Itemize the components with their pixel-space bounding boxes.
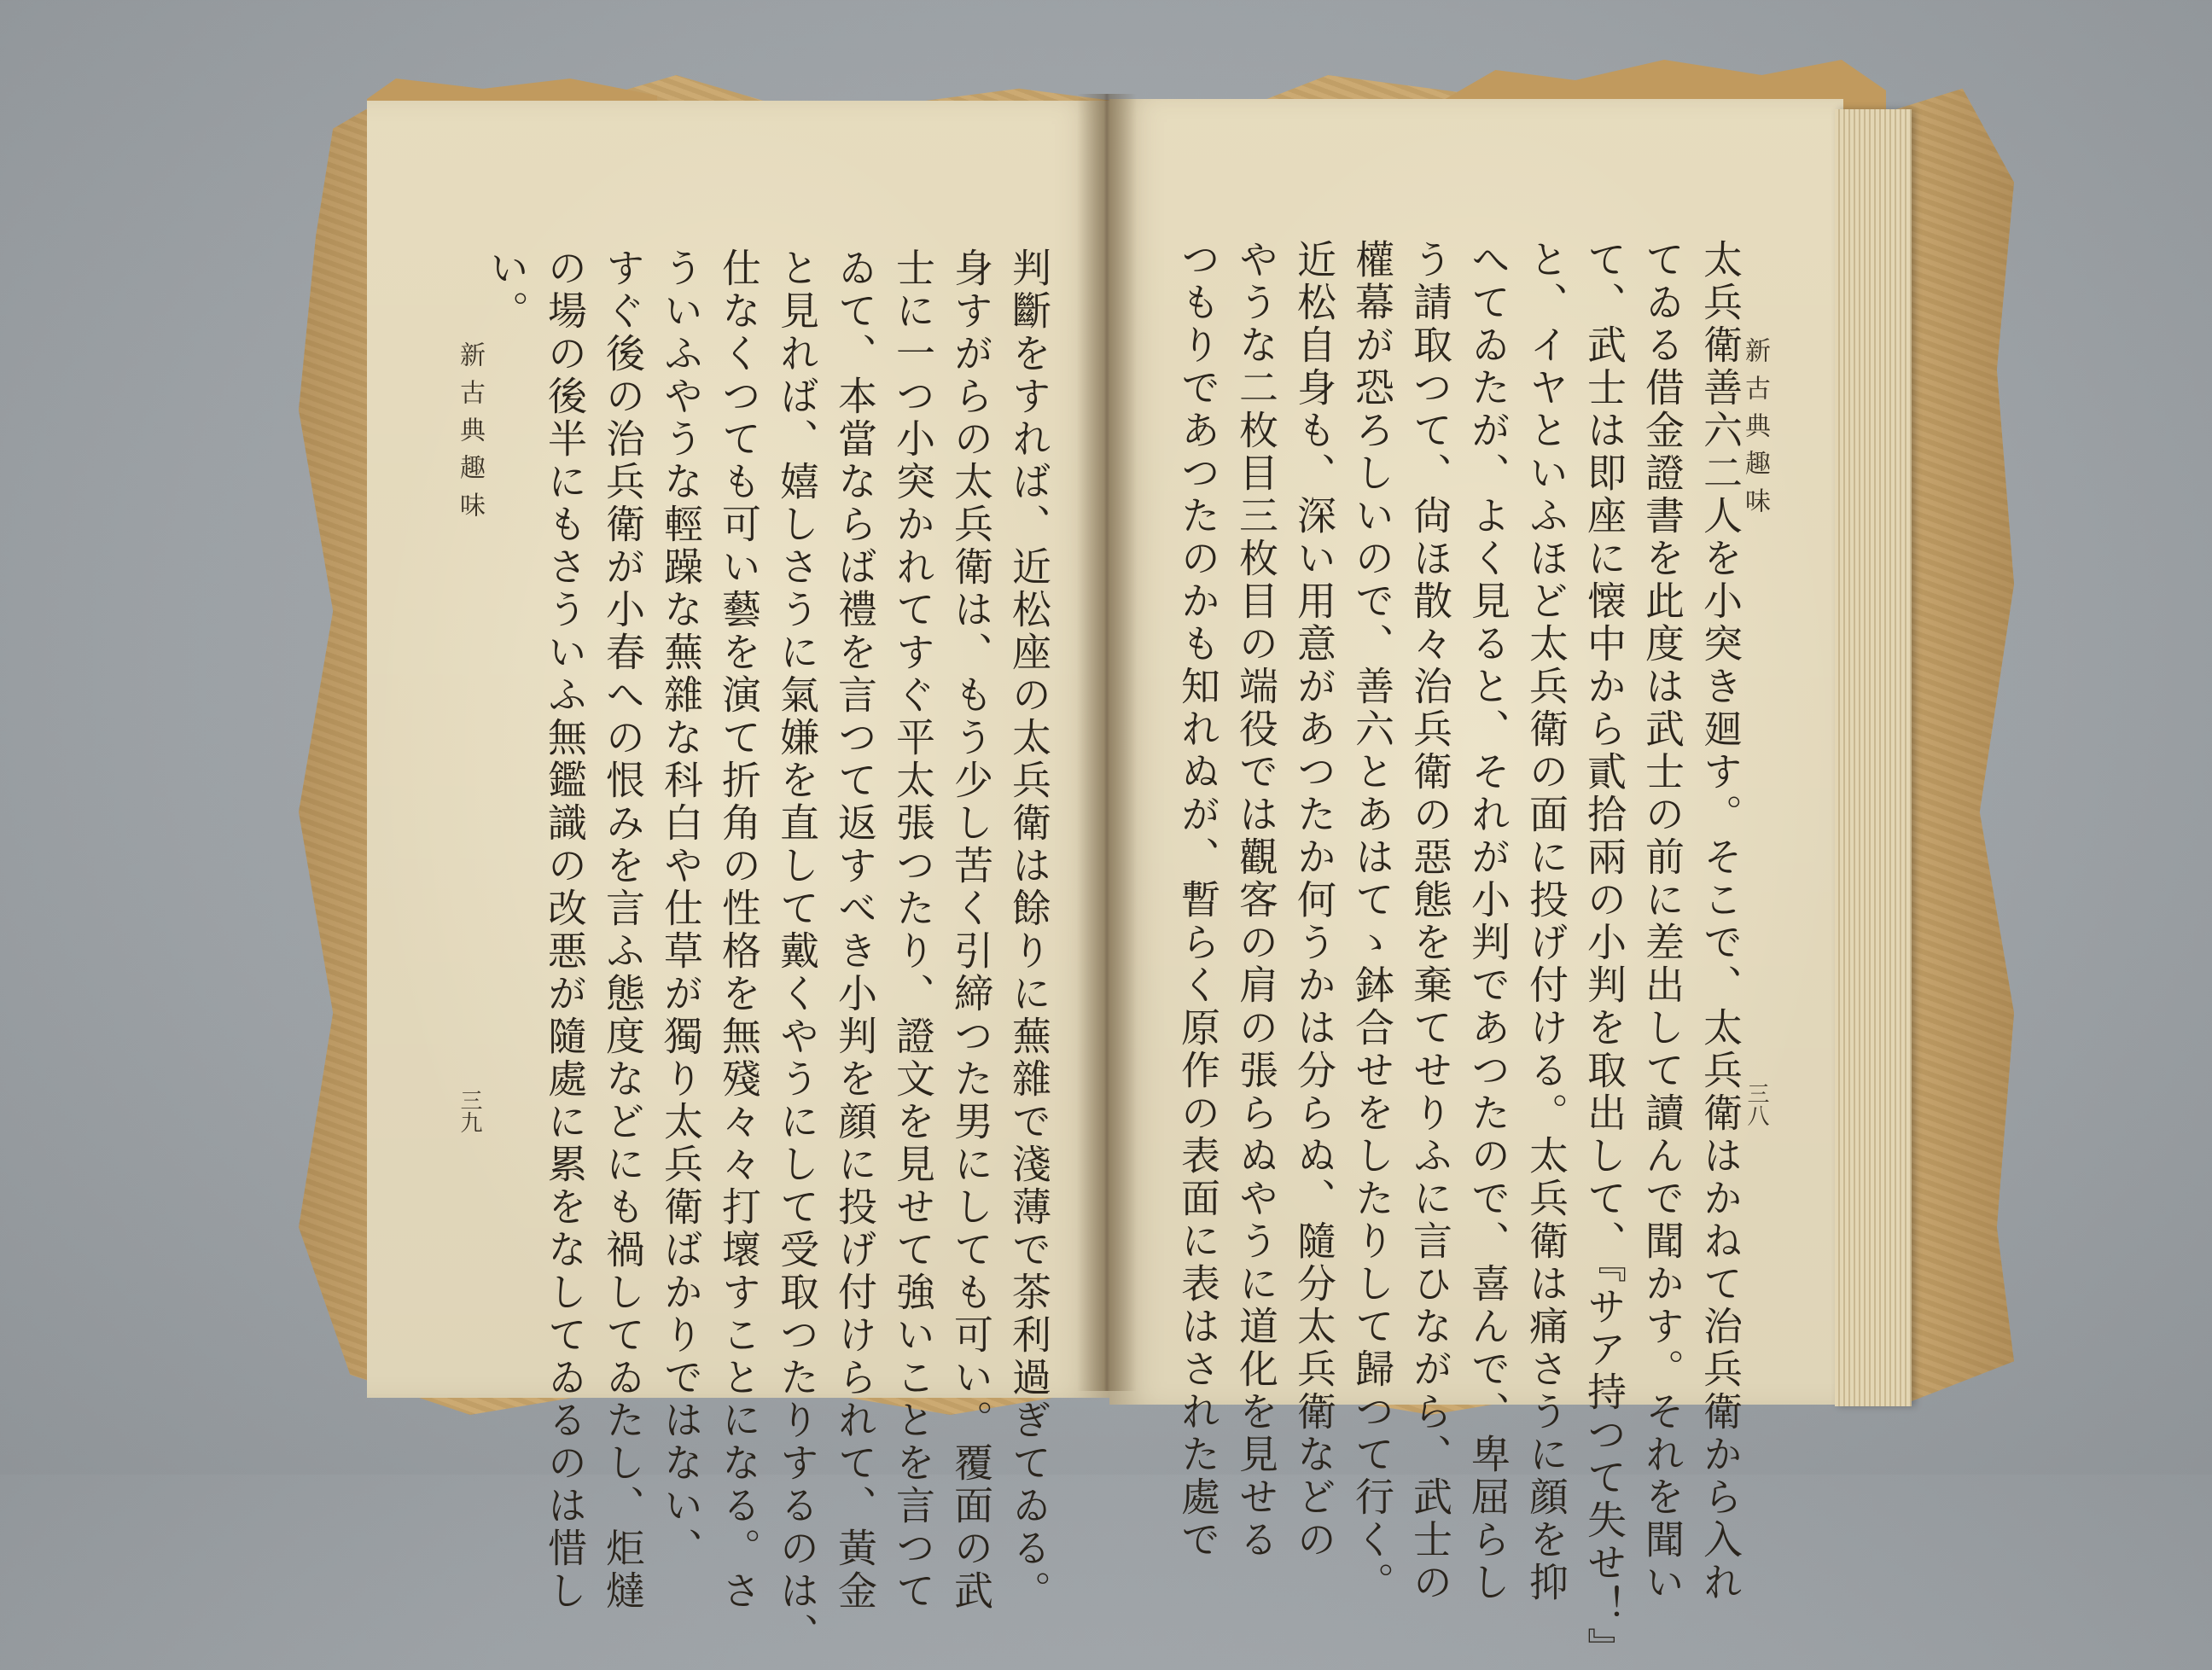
text-column: すぐ後の治兵衛が小春への恨みを言ふ態度などにも禍してゐたし、炬燵 (600, 247, 646, 1613)
left-running-title: 新古典趣味 (455, 341, 485, 529)
text-column: の場の後半にもさういふ無鑑識の改悪が隨處に累をなしてゐるのは惜し (542, 247, 588, 1613)
right-page-text (1152, 239, 1749, 1670)
text-column: 太兵衛善六二人を小突き廻す。そこで、太兵衛はかねて治兵衛から入れ (1697, 239, 1743, 1604)
text-column: ゐて、本當ならば禮を言つて返すべき小判を顔に投げ付けられて、黃金 (832, 247, 878, 1613)
left-page-number: 三九 (457, 1089, 482, 1133)
text-column: 權幕が恐ろしいので、善六とあはてゝ鉢合せをしたりして歸つて行く。 (1349, 239, 1395, 1604)
text-column: 判斷をすれば、近松座の太兵衛は餘りに蕪雜で淺薄で茶利過ぎてゐる。 (1006, 247, 1052, 1613)
text-column: てゐる借金證書を此度は武士の前に差出して讀んで聞かす。それを聞い (1639, 239, 1685, 1604)
text-column: い。 (484, 247, 530, 333)
text-column: 士に一つ小突かれてすぐ平太張つたり、證文を見せて強いことを言つて (890, 247, 936, 1613)
text-column: 近松自身も、深い用意があつたか何うかは分らぬ、隨分太兵衛などの (1291, 239, 1337, 1562)
text-column: やうな二枚目三枚目の端役では觀客の肩の張らぬやうに道化を見せる (1233, 239, 1279, 1562)
left-page-text (484, 247, 1058, 1655)
text-column: へてゐたが、よく見ると、それが小判であつたので、喜んで、卑屈らし (1465, 239, 1511, 1604)
text-column: と、イヤといふほど太兵衛の面に投げ付ける。太兵衛は痛さうに顔を抑 (1523, 239, 1569, 1604)
book-spine (1077, 94, 1137, 1391)
text-column: て、武士は即座に懐中から貳拾兩の小判を取出して、『サア持つて失せ！』 (1581, 239, 1627, 1670)
text-column: つもりであつたのかも知れぬが、暫らく原作の表面に表はされた處で (1175, 239, 1221, 1562)
text-column: と見れば、嬉しさうに氣嫌を直して戴くやうにして受取つたりするのは、 (774, 247, 820, 1655)
right-running-title: 新古典趣味 (1740, 337, 1770, 525)
text-column: 仕なくつても可い藝を演て折角の性格を無殘々々打壞すことになる。さ (716, 247, 762, 1613)
page-edges (1835, 109, 1912, 1406)
text-column: う請取つて、尙ほ散々治兵衛の惡態を棄てせりふに言ひながら、武士の (1407, 239, 1453, 1604)
right-page-number: 三八 (1743, 1082, 1769, 1126)
text-column: ういふやうな輕躁な蕪雜な科白や仕草が獨り太兵衛ばかりではない、 (658, 247, 704, 1570)
text-column: 身すがらの太兵衛は、もう少し苦く引締つた男にしても可い。覆面の武 (948, 247, 994, 1613)
